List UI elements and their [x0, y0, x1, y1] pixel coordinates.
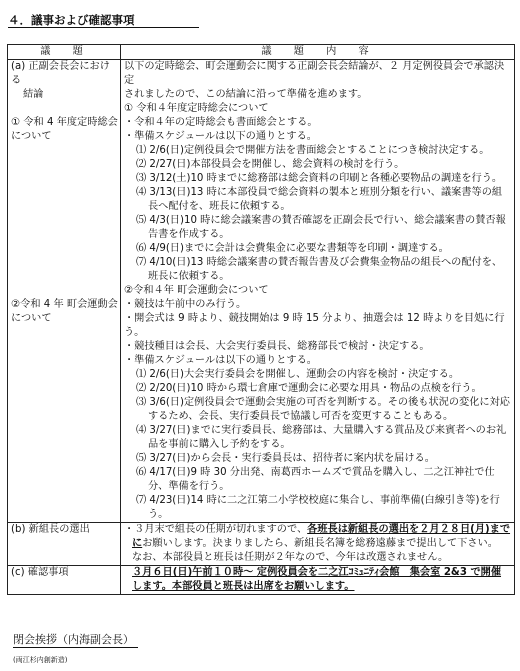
general-meeting-bullet-2: ・準備スケジュールは以下の通りとする。 — [124, 131, 317, 142]
schedule-item: ⑹ 4/17(日)9 時 30 分出発、南葛西ホームズで賞品を購入し、二之江神社で仕分、準備を行う。 — [136, 467, 495, 492]
schedule-item: ⑹ 4/9(日)までに会計は会費集金に必要な書類等を印刷・調達する。 — [136, 243, 449, 254]
sports-day-bullet-3: ・競技種目は会長、大会実行委員長、総務部長で検討・決定する。 — [124, 341, 430, 352]
sports-day-bullet-2: ・開会式は 9 時より、競技開始は 9 時 15 分より、抽選会は 12 時よりを目処に行う。 — [124, 313, 505, 338]
content-cell-b — [121, 523, 515, 566]
agenda-cell-c: (c) 確認事項 — [8, 566, 121, 595]
confirmation-line-2: します。本部役員と班長は出席をお願いします。 — [132, 581, 355, 592]
confirmation-line-1: ３月６日(日)午前１０時～ 定例役員会を二之江ｺﾐｭﾆﾃｨ会館 集会室 2&3 で開催 — [132, 567, 502, 578]
table-header-row — [8, 45, 515, 60]
agenda-label-a: (a) 正副会長会における — [11, 61, 110, 86]
leader-selection-line-3: なお、本部役員と班長は任期が２年なので、今年は改選されません。 — [132, 552, 449, 563]
schedule-item: ⑶ 3/12(土)10 時までに総務部は総会資料の印刷と各種必要物品の調達を行う。 — [136, 173, 503, 184]
section-title: ４．議事および確認事項 — [8, 13, 199, 28]
leader-selection-line-2 — [124, 537, 512, 551]
agenda-label-a2: 結論 — [23, 89, 44, 100]
text-span: お願いします。決まりましたら、新組長名簿を総務遠藤まで提出して下さい。 — [142, 538, 498, 549]
schedule-item: ⑺ 4/23(日)14 時に二之江第二小学校校庭に集合し、事前準備(白線引き等)を行う。 — [136, 495, 500, 520]
schedule-item: ⑵ 2/27(日)本部役員会を開催し、総会資料の検討を行う。 — [136, 159, 405, 170]
content-cell-c — [121, 566, 515, 595]
schedule-item: ⑷ 3/27(日)までに実行委員長、総務部は、大量購入する賞品及び来賓者へのお礼品を事前に購入し予約をする。 — [136, 425, 507, 450]
table-row-c — [8, 566, 515, 595]
intro-line-2: されましたので、この結論に沿って準備を進めます。 — [124, 89, 368, 100]
deadline-emphasis: に — [132, 538, 143, 549]
agenda-table — [7, 44, 515, 595]
schedule-item: ⑸ 3/27(日)から会長・実行委員長は、招待者に案内状を届ける。 — [136, 453, 435, 464]
closing-remarks: 閉会挨拶（内海副会長） — [13, 633, 138, 648]
agenda-label-b: ① 令和 4 年度定時総会 — [11, 117, 118, 128]
agenda-label-c: ②令和 4 年 町会運動会 — [11, 299, 118, 310]
schedule-item: ⑷ 3/13(日)13 時に本部役員で総会資料の製本と班別分類を行い、議案書等の組長へ配付を、班長に依頼する。 — [136, 187, 503, 212]
spacer — [11, 144, 118, 298]
footer-note: (両江杉内創新造) — [13, 656, 68, 664]
spacer — [11, 102, 118, 116]
schedule-item: ⑴ 2/6(日)大会実行委員会を開催し、運動会の内容を検討・決定する。 — [136, 369, 460, 380]
schedule-item: ⑴ 2/6(日)定例役員会で開催方法を書面総会とすることにつき検討決定する。 — [136, 145, 490, 156]
deadline-emphasis: 各班長は新組長の選出を２月２８日(月)まで — [307, 524, 511, 535]
sports-day-bullet-1: ・競技は午前中のみ行う。 — [124, 299, 247, 310]
sports-day-bullet-4: ・準備スケジュールは以下の通りとする。 — [124, 355, 317, 366]
schedule-item: ⑺ 4/10(日)13 時総会議案書の賛否報告書及び会費集金物品の組長への配付を、班長に依頼する。 — [136, 257, 503, 282]
agenda-cell-a — [8, 60, 121, 523]
agenda-label-c2: について — [11, 313, 52, 324]
general-meeting-bullet-1: ・令和４年の定時総会も書面総会とする。 — [124, 117, 318, 128]
sports-day-title: ②令和４年 町会運動会について — [124, 285, 269, 296]
header-agenda-content: 議 題 内 容 — [121, 45, 515, 60]
header-agenda: 議 題 — [8, 45, 121, 60]
schedule-item: ⑵ 2/20(日)10 時から環七倉庫で運動会に必要な用具・物品の点検を行う。 — [136, 383, 482, 394]
intro-line-1: 以下の定時総会、町会運動会に関する正副会長会結論が、２ 月定例役員会で承認決定 — [124, 61, 505, 86]
general-meeting-title: ① 令和４年度定時総会について — [124, 103, 269, 114]
leader-selection-line-1 — [124, 523, 512, 537]
agenda-label-b2: について — [11, 131, 52, 142]
table-row-b — [8, 523, 515, 566]
text-span: ・３月末で組長の任期が切れますので、 — [124, 524, 308, 535]
schedule-item: ⑸ 4/3(日)10 時に総会議案書の賛否確認を正副会長で行い、総会議案書の賛否報告書を作成する。 — [136, 215, 506, 240]
schedule-item: ⑶ 3/6(日)定例役員会で運動会実施の可否を判断する。その後も状況の変化に対応するため、会長、実行委員長で協議し可否を変更することもある。 — [136, 397, 510, 422]
content-cell-a — [121, 60, 515, 523]
agenda-cell-b: (b) 新組長の選出 — [8, 523, 121, 566]
table-row-a — [8, 60, 515, 523]
